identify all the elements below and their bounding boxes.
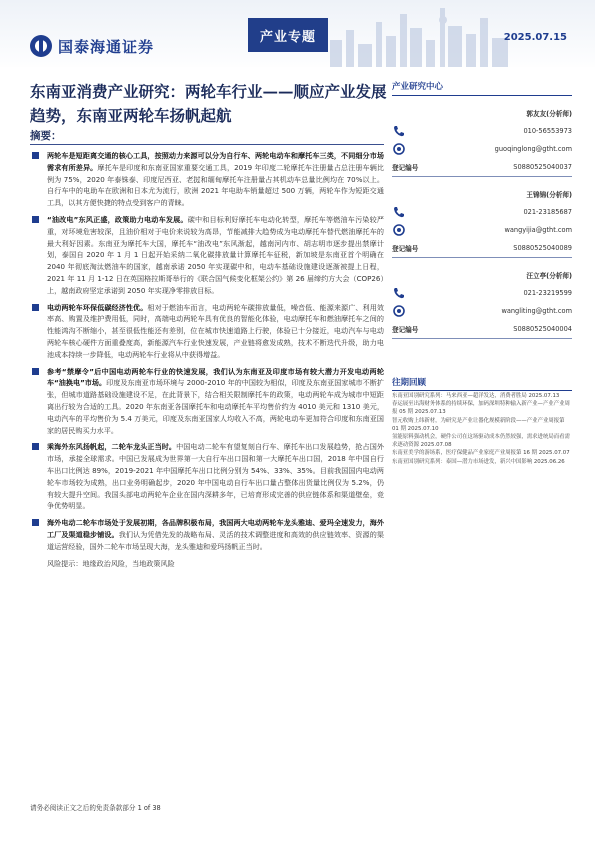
recent-reports-list xyxy=(392,392,572,466)
abstract-point xyxy=(30,150,384,209)
analyst-name: 王锦锦(分析师) xyxy=(526,191,572,199)
header-banner xyxy=(0,0,595,72)
registration-number: S0880525040037 xyxy=(513,163,572,171)
analyst-phone: 010-56553973 xyxy=(523,127,572,135)
analyst-name: 汪立亭(分析师) xyxy=(526,272,572,280)
phone-icon xyxy=(392,205,406,219)
report-title: 东南亚消费产业研究：两轮车行业——顺应产业发展趋势，东南亚两轮车扬帆起航 xyxy=(30,82,387,125)
point-lead: 海外电动二轮车市场处于发展初期，各品牌积极布局，我国两大电动两轮车龙头雅迪、爱玛全速发力，海外工厂及渠道稳步铺设。 xyxy=(47,518,384,539)
analyst-name: 郭友友(分析师) xyxy=(526,110,572,118)
recent-report-item[interactable]: 东南亚国别研究系列：马来西亚—超洋发达，消费者胜局 2025.07.13 xyxy=(392,393,560,399)
research-center-heading: 产业研究中心 xyxy=(392,80,572,96)
registration-number: S0880525040089 xyxy=(513,244,572,252)
registration-label: 登记编号 xyxy=(392,245,419,253)
phone-icon xyxy=(392,286,406,300)
email-icon xyxy=(392,223,406,237)
square-bullet-icon xyxy=(32,152,39,159)
point-body: 碳中和目标利好摩托车电动化转型，摩托车等燃油车污染较严重，对环境危害较深，且油价相对于电价来说较为高昂，节能减排大趋势成为电动摩托车替代燃油摩托车的最大利好因素。东南亚为摩托车大国，摩托车“油改电”东风渐起，越南河内市、胡志明市逐步提出禁摩计划，泰国自 2020 年 1 月 1 日起开始采纳二氧化碳排放量计算摩托车征税，新加坡是东南亚首个明确在 2040 年彻底淘汰燃油车的国家，越南承诺 2050 年实现碳中和，电动车基础设施建设逐渐被提上日程，2021 年 11 月 1-12 日在英国格拉斯哥举行的《联合国气候变化框架公约》第 26 届缔约方大会（COP26）上，越南政府坚定承诺到 2050 年实现净零排放目标。 xyxy=(47,214,384,295)
point-body: 印度及东南亚市场环境与 2000-2010 年的中国较为相似，印度及东南亚国家城市不断扩张，但城市道路基础设施建设不足，在此背景下，结合相关限制摩托车的政策，电动两轮车成为城市中短距离出行较为合适的工具。2020 年东南亚各国摩托车和电动摩托车平均售价约为 4010 美元和 1310 美元，电动汽车的平均售价为 5.4 万美元，印度及东南亚国家人均收入不高，两轮电动车更加符合印度和东南亚国家的居民购买力水平。 xyxy=(47,378,384,435)
phone-icon xyxy=(392,124,406,138)
point-body: 我们认为凭借先发的战略布局、灵活的技术调整进度和高效的供应链效率、资源的渠道运营经验，国外二轮车市场呈现大海，龙头雅迪和爱玛扬帆正当时。 xyxy=(47,529,384,551)
point-lead: 乘海外东风扬帆起，二轮车龙头正当时。 xyxy=(47,442,177,452)
analyst-phone: 021-23185687 xyxy=(523,208,572,216)
analyst-email[interactable]: guoqinglong@gtht.com xyxy=(494,145,572,153)
recent-report-item[interactable]: 东南亚美学的游场系，医疗保健品产业家庭产业周报第 16 期 2025.07.07 xyxy=(392,450,570,457)
analyst-email[interactable]: wangliting@gtht.com xyxy=(501,307,572,315)
page-footer: 请务必阅读正文之后的免责条款部分 1 of 38 xyxy=(30,804,161,812)
abstract-point xyxy=(30,366,384,437)
abstract-point xyxy=(30,302,384,361)
point-lead: 两轮车是短距离交通的核心工具，按照动力来源可以分为自行车、两轮电动车和摩托车三类，不同细分市场需求有所差异。 xyxy=(47,151,384,172)
point-body: 相对于燃油车而言，电动两轮车碳排放量低，噪音低、能源来源广、利用效率高、购置及维护费用低，同时，高端电动两轮车具有优良的智能化体验，电动摩托车和燃油摩托车之间的性能鸿沟不断缩小，甚至很低性能还有差别，位在城市快速道路上行驶，体验已十分接近，电动汽车与电动两轮车核心硬件方面重叠度高，新能源汽车行业快速发展，产业链将愈发成熟，技术不断迭代升级，助力电池成本持续一步降低，电动两轮车行业将从中获得增益。 xyxy=(47,302,384,359)
point-lead: “油改电”东风正盛，政策助力电动车发展。 xyxy=(47,214,188,224)
point-lead: 参考“禁摩令”后中国电动两轮车行业的快速发展，我们认为东南亚及印度市场有较大潜力开发电动两轮车“油换电”市场。 xyxy=(47,366,384,388)
square-bullet-icon xyxy=(32,304,39,311)
recent-report-item[interactable]: 东南亚国别研究系列：泰国—潜力市场进发，新兴中国影响 2025.06.26 xyxy=(392,458,565,465)
analyst-card xyxy=(392,266,572,339)
email-icon xyxy=(392,142,406,156)
recent-report-item[interactable]: 智元收购上纬新材，为研究是产业让器化规模新阶段——产业产业周报第 01 期 2025.07.10 xyxy=(392,417,565,432)
square-bullet-icon xyxy=(32,443,39,450)
point-body: 摩托车是印度和东南亚国家重要交通工具，2019 年印度二轮摩托车注册量占总注册车辆比例为 75%，2020 年泰铢泰、印度尼西亚、老挝和缅甸摩托车注册量占其机动车总量比例均在 70%以上。自行车中的电助车在欧洲和日本尤为流行，欧洲 2021 年电助车销量超过 500 万辆，两轮车作为短距交通工具，以其方便快捷的特点受到客户的青睐。 xyxy=(47,162,385,208)
point-lead: 电动两轮车环保低碳经济性优。 xyxy=(47,302,148,312)
registration-label: 登记编号 xyxy=(392,164,419,172)
logo-text: 国泰海通证券 xyxy=(58,37,155,56)
report-type-tag: 产业专题 xyxy=(248,18,328,52)
analyst-email[interactable]: wangyijia@gtht.com xyxy=(504,226,572,234)
report-date: 2025.07.15 xyxy=(503,32,567,43)
point-body: 中国电动二轮车有望复刻自行车、摩托车出口发展趋势，抢占国外市场，承接全球需求。中国已发展成为世界第一大自行车出口国和第一大摩托车出口国，2018 年中国自行车出口比例达 89%，2019-2021 年中国摩托车出口比例分别为 54%、33%、35%。目前我国国内电动两轮车市场较为成熟，出口业务明确起步，2020 年中国电动自行车出口量占整体出货量比例仅为 5.2%，仍有较大提升空间。我国头部电动两轮车企业在国内深耕多年，已培育形成完善的供应链体系和渠道壁垒，竞争优势明显。 xyxy=(47,442,384,511)
registration-number: S0880525040004 xyxy=(513,325,572,333)
email-icon xyxy=(392,304,406,318)
abstract-divider xyxy=(30,144,384,145)
square-bullet-icon xyxy=(32,368,39,375)
risk-warning: 风险提示：地缘政治风险，当地政策风险 xyxy=(47,558,175,568)
analyst-phone: 021-23219599 xyxy=(523,289,572,297)
analyst-card xyxy=(392,185,572,258)
recent-report-item[interactable]: 氢能原料强动机会，硬件公司在这场驱动成本仍然较强，需求进统局而看需求逐动资源 2025.07.08 xyxy=(392,434,570,449)
square-bullet-icon xyxy=(32,519,39,526)
abstract-point xyxy=(30,517,384,552)
logo-icon xyxy=(30,35,52,57)
abstract-points xyxy=(30,150,384,569)
sidebar xyxy=(392,80,572,339)
registration-label: 登记编号 xyxy=(392,326,419,334)
abstract-point xyxy=(30,441,384,512)
analyst-card xyxy=(392,104,572,177)
recent-reports-heading: 往期回顾 xyxy=(392,376,572,391)
square-bullet-icon xyxy=(32,216,39,223)
company-logo xyxy=(30,35,154,57)
recent-report-item[interactable]: 春运展至出海财务体系的持续环保，加码深圳特种输入新产业—产业产业周报 05 期 2025.07.13 xyxy=(392,401,570,416)
abstract-point xyxy=(30,214,384,297)
abstract-label: 摘要： xyxy=(30,130,62,142)
